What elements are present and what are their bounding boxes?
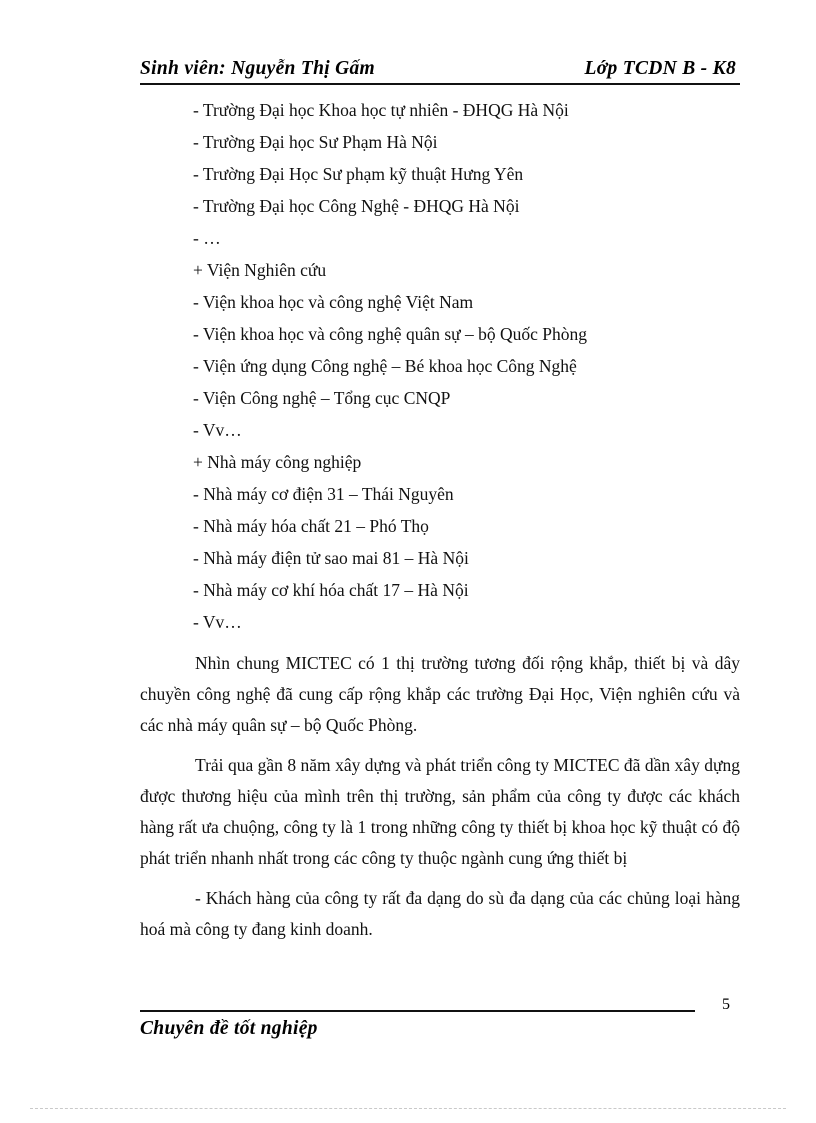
- header-student-name: Sinh viên: Nguyễn Thị Gấm: [140, 58, 376, 79]
- list-item: - Viện ứng dụng Công nghệ – Bé khoa học Công Nghệ: [193, 356, 577, 376]
- footer-divider: [140, 1010, 695, 1012]
- list-item: - Trường Đại học Công Nghệ - ĐHQG Hà Nội: [193, 196, 520, 216]
- list-item: - Viện khoa học và công nghệ quân sự – bộ Quốc Phòng: [193, 324, 588, 344]
- list-item: - Nhà máy điện tử sao mai 81 – Hà Nội: [193, 548, 469, 568]
- paragraph: Nhìn chung MICTEC có 1 thị trường tương đối rộng khắp, thiết bị và dây chuyền công nghệ đã cung cấp rộng khắp các trường Đại Học, Viện nghiên cứu và các nhà máy quân sự – bộ Quốc Phòng.: [140, 652, 740, 735]
- list-item: - Trường Đại Học Sư phạm kỹ thuật Hưng Yên: [193, 164, 524, 184]
- list-item: - Viện Công nghệ – Tổng cục CNQP: [193, 388, 451, 408]
- list-item: - Viện khoa học và công nghệ Việt Nam: [193, 292, 474, 312]
- running-footer: [140, 996, 740, 1040]
- list-item: - Trường Đại học Sư Phạm Hà Nội: [193, 132, 438, 152]
- list-item: - …: [193, 228, 221, 248]
- bullet-list: [140, 102, 740, 632]
- list-item: + Viện Nghiên cứu: [193, 260, 327, 280]
- footer-title: Chuyên đề tốt nghiệp: [140, 1018, 318, 1039]
- list-item: - Trường Đại học Khoa học tự nhiên - ĐHQG Hà Nội: [193, 100, 569, 120]
- list-item: - Nhà máy hóa chất 21 – Phó Thọ: [193, 516, 429, 536]
- paragraph: Trải qua gần 8 năm xây dựng và phát triển công ty MICTEC đã dần xây dựng được thương hiệu của mình trên thị trường, sản phẩm của công ty được các khách hàng rất ưa chuộng, công ty là 1 trong những công ty thiết bị khoa học kỹ thuật có độ phát triển nhanh nhất trong các công ty thuộc ngành cung ứng thiết bị: [140, 754, 740, 868]
- list-item: - Vv…: [193, 420, 242, 440]
- page-content: [140, 58, 740, 945]
- paragraph: - Khách hàng của công ty rất đa dạng do sù đa dạng của các chủng loại hàng hoá mà công ty đang kinh doanh.: [140, 887, 740, 939]
- list-item: + Nhà máy công nghiệp: [193, 452, 362, 472]
- list-item: - Nhà máy cơ khí hóa chất 17 – Hà Nội: [193, 580, 469, 600]
- running-header: [140, 58, 740, 85]
- list-item: - Vv…: [193, 612, 242, 632]
- list-item: - Nhà máy cơ điện 31 – Thái Nguyên: [193, 484, 454, 504]
- page-bottom-edge: [30, 1108, 786, 1109]
- header-class-name: Lớp TCDN B - K8: [584, 58, 736, 79]
- page-number: 5: [722, 996, 730, 1013]
